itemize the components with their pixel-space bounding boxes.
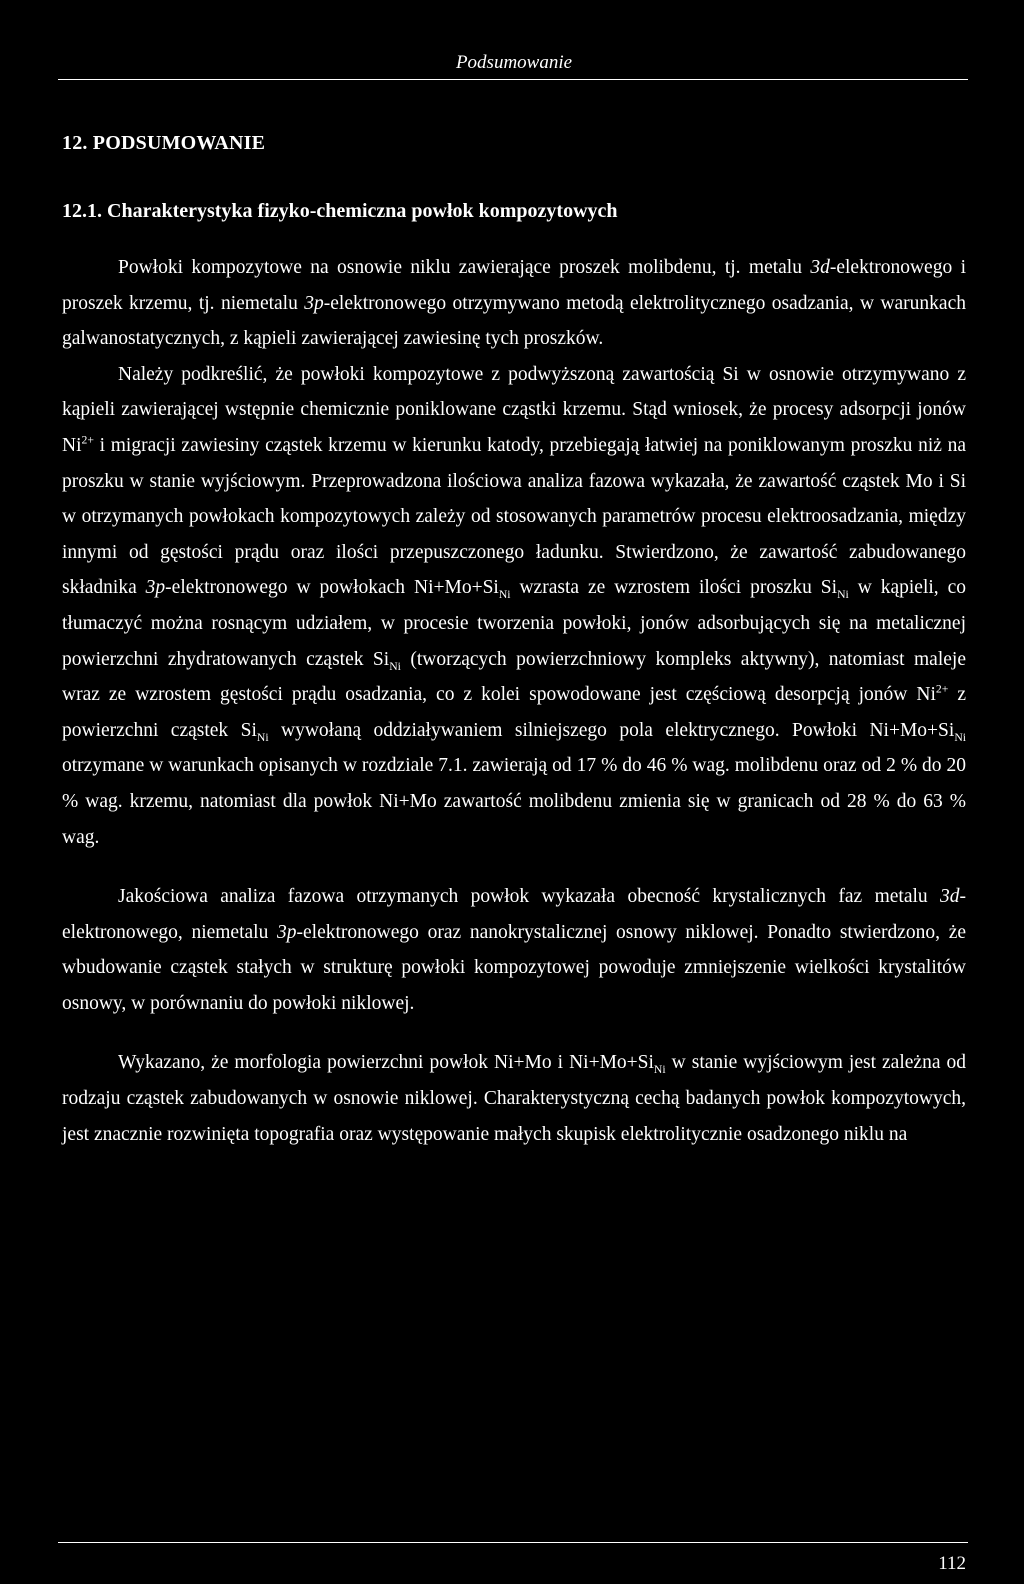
superscript: 2+ bbox=[81, 433, 94, 447]
italic-run: 3p bbox=[277, 921, 297, 943]
text-run: i migracji zawiesiny cząstek krzemu w kierunku katody, przebiegają łatwiej na poniklowanym proszku niż na proszku w stanie wyjściowym. Przeprowadzona ilościowa analiza fazowa wykazała, że zawartość cząstek Mo i Si w otrzymanych powłokach kompozytowych zależy od stosowanych parametrów procesu elektroosadzania, między innymi od gęstości prądu oraz ilości przepuszczonego ładunku. Stwierdzono, że zawartość zabudowanego składnika bbox=[62, 434, 966, 599]
subscript: Ni bbox=[954, 730, 966, 744]
header-rule bbox=[58, 79, 968, 80]
superscript: 2+ bbox=[935, 682, 949, 696]
text-run: -elektronowego w powłokach Ni+Mo+Si bbox=[165, 577, 499, 599]
footer-rule bbox=[58, 1542, 968, 1543]
text-run: w stanie wyjściowym jest zależna od rodzaju cząstek zabudowanych w osnowie niklowej. Charakterystyczną cechą badanych powłok kompozytowych, jest znacznie rozwinięta topografia oraz występowanie małych skupisk elektrolitycznie osadzonego niklu na bbox=[62, 1052, 966, 1145]
subscript: Ni bbox=[837, 588, 849, 602]
subscript: Ni bbox=[653, 1063, 666, 1077]
paragraph-2 bbox=[62, 357, 966, 855]
text-run: Należy podkreślić, że powłoki kompozytowe z podwyższoną zawartością Si w osnowie otrzymywano z kąpieli zawierającej wstępnie chemicznie poniklowane cząstki krzemu. Stąd wniosek, że procesy adsorpcji jonów Ni bbox=[62, 363, 966, 456]
text-run: wywołaną oddziaływaniem silniejszego pola elektrycznego. Powłoki Ni+Mo+Si bbox=[268, 719, 955, 741]
text-run: -elektronowego i proszek krzemu, tj. niemetalu bbox=[62, 257, 966, 314]
paragraph-4 bbox=[62, 1045, 966, 1152]
text-run: (tworzących powierzchniowy kompleks aktywny), natomiast maleje wraz ze wzrostem gęstości prądu osadzania, co z kolei spowodowane jest częściową desorpcją jonów Ni bbox=[62, 648, 966, 706]
paragraph-1 bbox=[62, 250, 966, 357]
italic-run: 3d bbox=[810, 257, 830, 278]
subscript: Ni bbox=[389, 659, 401, 673]
page-number: 112 bbox=[938, 1553, 966, 1574]
text-run: otrzymane w warunkach opisanych w rozdziale 7.1. zawierają od 17 % do 46 % wag. molibdenu oraz od 2 % do 20 % wag. krzemu, natomiast dla powłok Ni+Mo zawartość molibdenu zmienia się w granicach od 28 % do 63 % wag. bbox=[62, 755, 966, 848]
text-run: w kąpieli, co tłumaczyć można rosnącym udziałem, w procesie tworzenia powłoki, jonów adsorbujących się na metalicznej powierzchni zhydratowanych cząstek Si bbox=[62, 577, 967, 670]
text-run: Jakościowa analiza fazowa otrzymanych powłok wykazała obecność krystalicznych faz metalu bbox=[118, 886, 940, 908]
italic-run: 3p bbox=[145, 577, 166, 599]
text-run: -elektronowego otrzymywano metodą elektrolitycznego osadzania, w warunkach galwanostatycznych, z kąpieli zawierającej zawiesinę tych proszków. bbox=[62, 292, 966, 350]
italic-run: 3p bbox=[304, 292, 324, 314]
body-text bbox=[62, 250, 966, 1152]
text-run: -elektronowego, niemetalu bbox=[62, 886, 966, 943]
subscript: Ni bbox=[256, 730, 269, 744]
text-run: wzrasta ze wzrostem ilości proszku Si bbox=[510, 577, 838, 599]
italic-run: 3d bbox=[940, 886, 960, 908]
text-run: Powłoki kompozytowe na osnowie niklu zawierające proszek molibdenu, tj. metalu bbox=[118, 257, 811, 278]
subscript: Ni bbox=[498, 588, 511, 602]
running-header: Podsumowanie bbox=[455, 52, 573, 73]
text-run: Wykazano, że morfologia powierzchni powłok Ni+Mo i Ni+Mo+Si bbox=[118, 1052, 654, 1074]
paragraph-3 bbox=[62, 879, 966, 1021]
text-run: z powierzchni cząstek Si bbox=[62, 684, 966, 741]
chapter-title: 12. PODSUMOWANIE bbox=[62, 132, 266, 154]
text-run: -elektronowego oraz nanokrystalicznej osnowy niklowej. Ponadto stwierdzono, że wbudowanie cząstek stałych w strukturę powłoki kompozytowej powoduje zmniejszenie wielkości krystalitów osnowy, w porównaniu do powłoki niklowej. bbox=[62, 921, 967, 1014]
section-title: 12.1. Charakterystyka fizyko-chemiczna powłok kompozytowych bbox=[62, 200, 618, 222]
